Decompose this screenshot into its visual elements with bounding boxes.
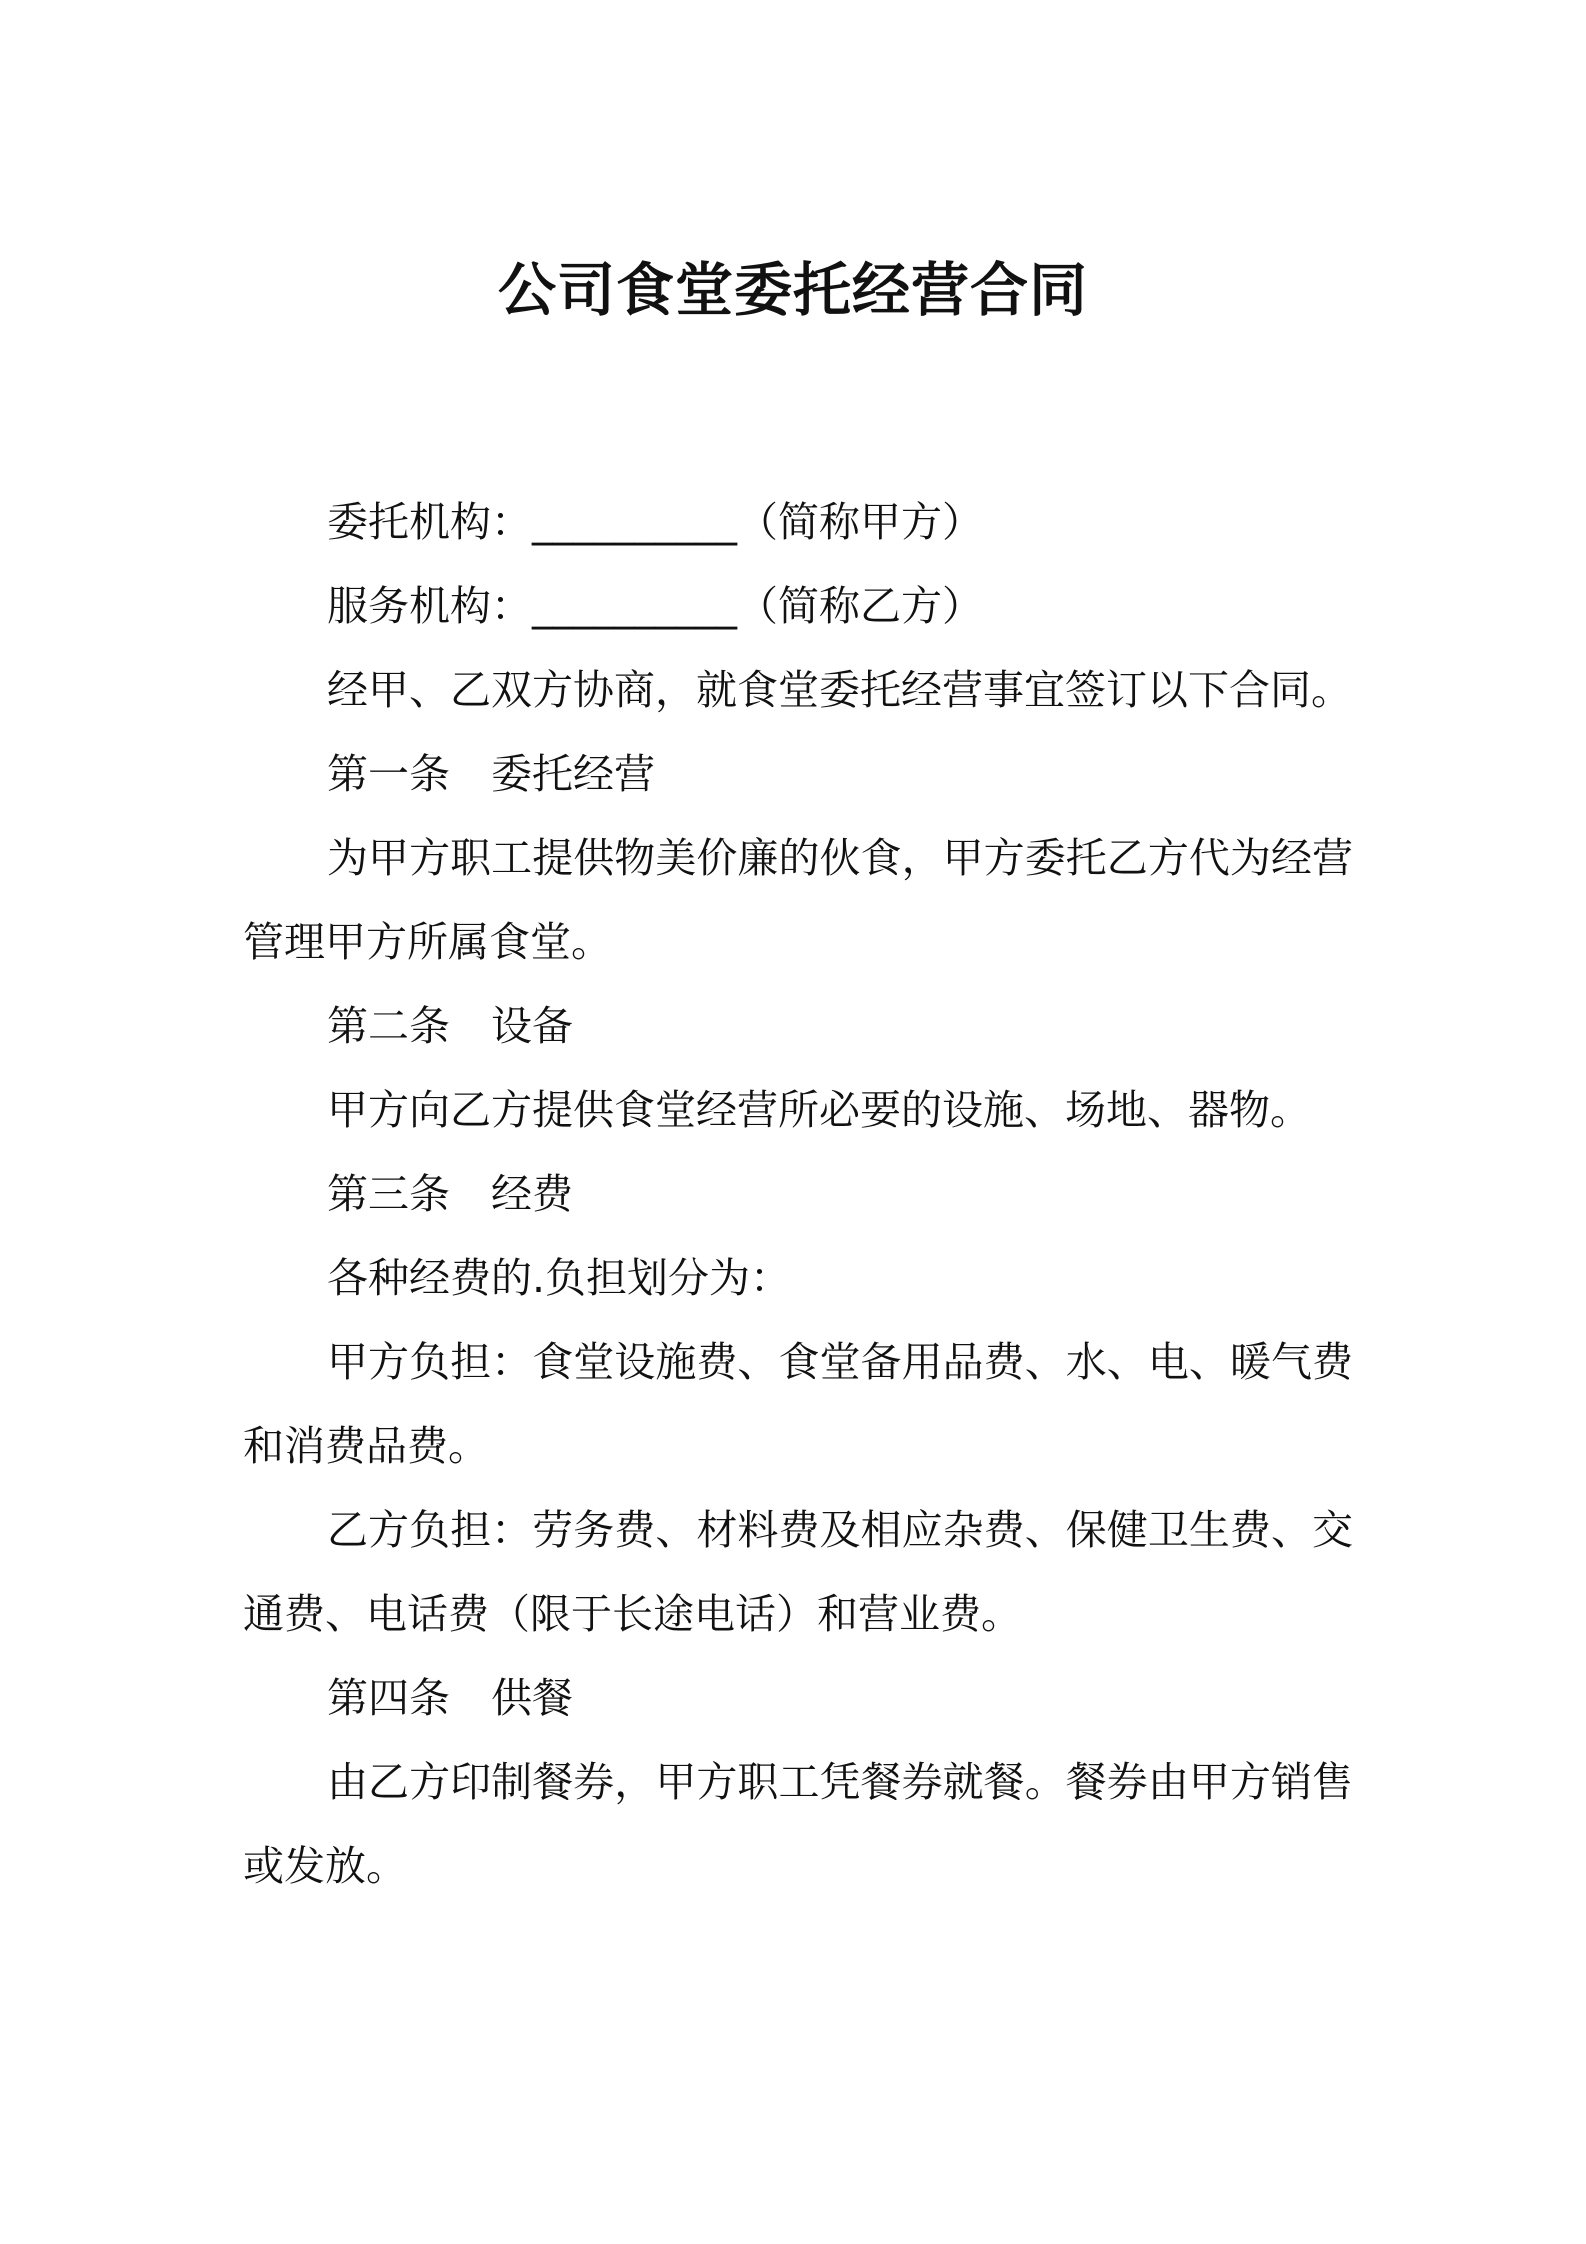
article-2-heading: 第二条 设备 xyxy=(327,1002,573,1050)
article-3-party-b-costs: 乙方负担：劳务费、材料费及相应杂费、保健卫生费、交通费、电话费（限于长途电话）和营业费。 xyxy=(243,1506,1353,1638)
article-3-party-a-costs: 甲方负担：食堂设施费、食堂备用品费、水、电、暖气费和消费品费。 xyxy=(243,1338,1353,1470)
preamble-paragraph: 经甲、乙双方协商，就食堂委托经营事宜签订以下合同。 xyxy=(327,666,1352,714)
article-1-text: 为甲方职工提供物美价廉的伙食，甲方委托乙方代为经营管理甲方所属食堂。 xyxy=(243,834,1353,966)
article-3-heading: 第三条 经费 xyxy=(327,1170,573,1218)
article-4-heading: 第四条 供餐 xyxy=(327,1674,573,1722)
article-4-text: 由乙方印制餐券，甲方职工凭餐券就餐。餐券由甲方销售或发放。 xyxy=(243,1758,1353,1890)
document-title: 公司食堂委托经营合同 xyxy=(497,256,1088,324)
article-3-intro: 各种经费的.负担划分为： xyxy=(327,1254,792,1302)
party-a-line: 委托机构：__________（简称甲方） xyxy=(327,498,983,546)
document-body xyxy=(243,480,1353,1908)
party-b-line: 服务机构：__________（简称乙方） xyxy=(327,582,983,630)
article-2-text: 甲方向乙方提供食堂经营所必要的设施、场地、器物。 xyxy=(327,1086,1311,1134)
article-1-heading: 第一条 委托经营 xyxy=(327,750,655,798)
